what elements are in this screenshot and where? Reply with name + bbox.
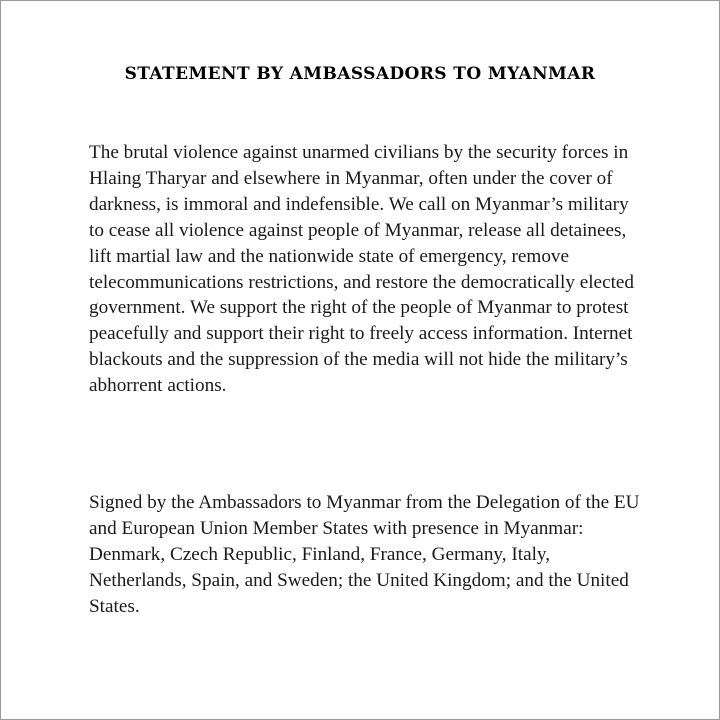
statement-paragraph: The brutal violence against unarmed civilians by the security forces in Hlaing Tharyar and elsewhere in Myanmar, often under the cover of darkness, is immoral and indefensible. We call on Myanmar’s military to cease all violence against people of Myanmar, release all detainees, lift martial law and the nationwide state of emergency, remove telecommunications restrictions, and restore the democratically elected government. We support the right of the people of Myanmar to protest peacefully and support their right to freely access information. Internet blackouts and the suppression of the media will not hide the military’s abhorrent actions. (89, 142, 635, 397)
signatories-paragraph: Signed by the Ambassadors to Myanmar from the Delegation of the EU and European Union Member States with presence in Myanmar: Denmark, Czech Republic, Finland, France, Germany, Italy, Netherlands, Spain, and Sweden; the United Kingdom; and the United States. (89, 492, 640, 617)
statement-title: STATEMENT BY AMBASSADORS TO MYANMAR (124, 64, 596, 84)
